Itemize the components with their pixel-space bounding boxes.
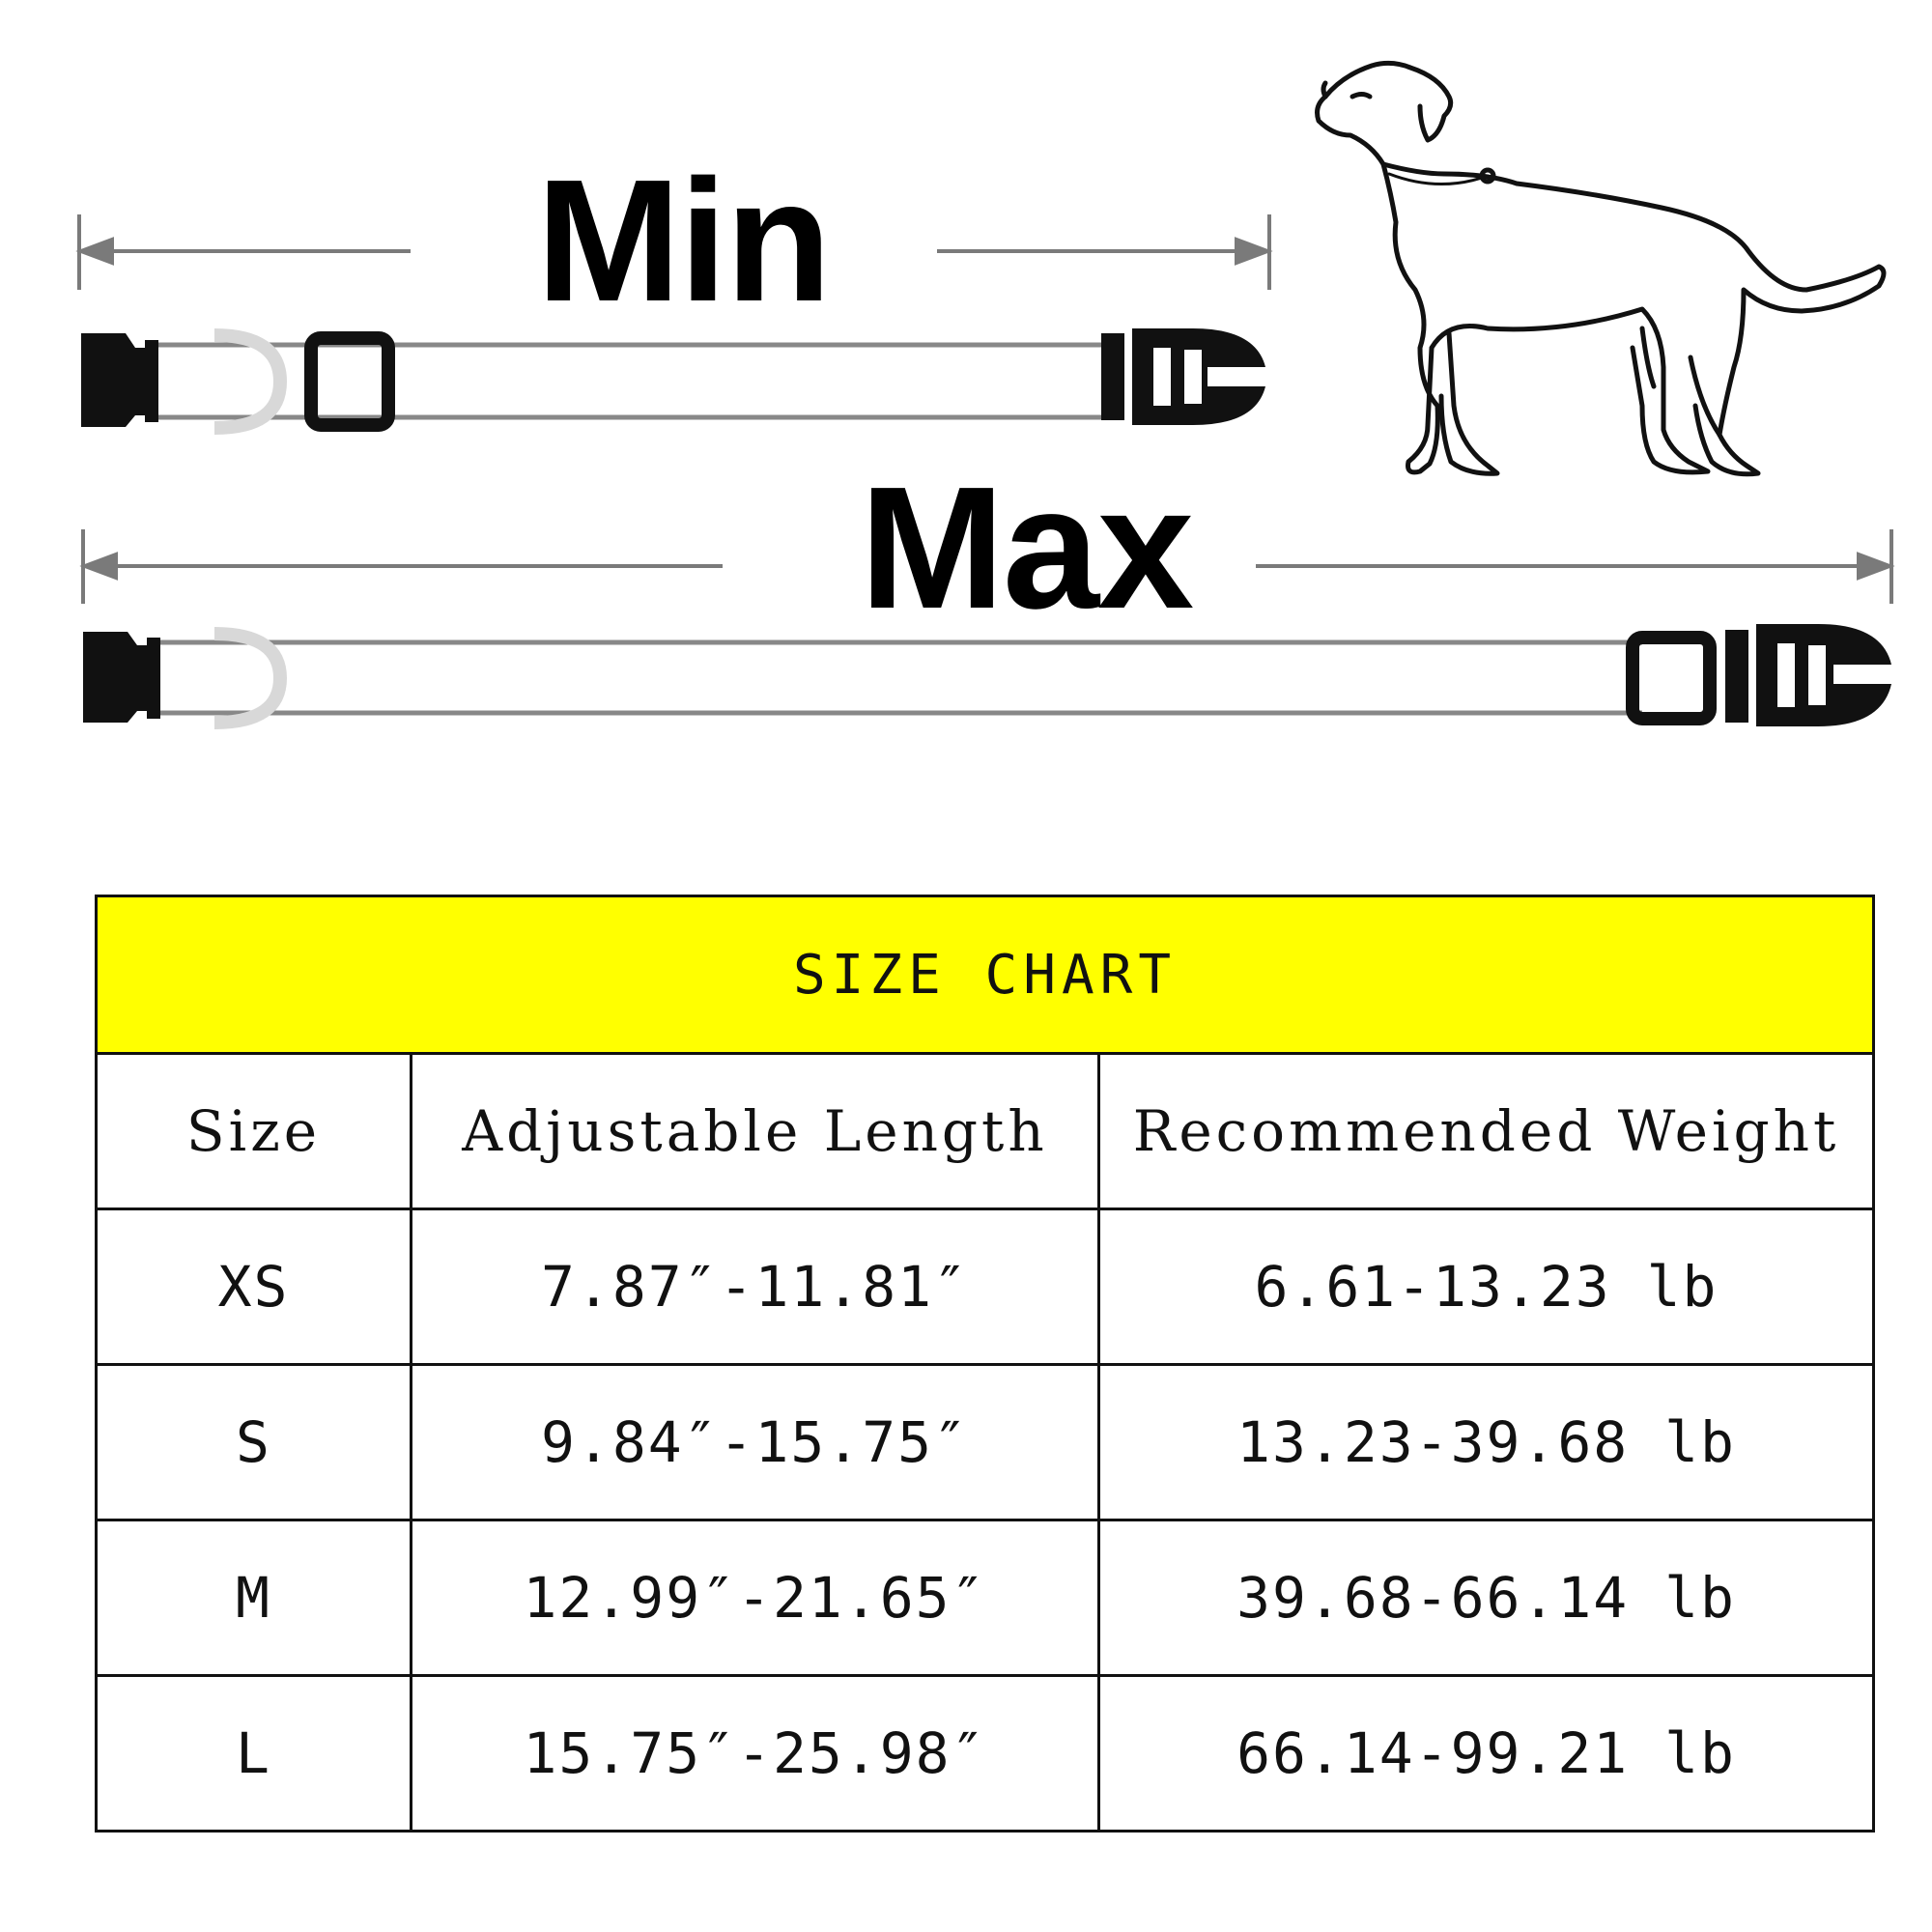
table-title: SIZE CHART: [97, 896, 1874, 1054]
length-cell: 9.84″-15.75″: [412, 1365, 1099, 1520]
table-row: [97, 1365, 1874, 1520]
max-label: Max: [860, 451, 1193, 645]
length-cell: 12.99″-21.65″: [412, 1520, 1099, 1676]
size-cell: M: [97, 1520, 412, 1676]
arrow-right-icon: [1236, 240, 1267, 263]
arrow-right-icon: [1859, 554, 1889, 578]
size-cell: S: [97, 1365, 412, 1520]
size-cell: XS: [97, 1209, 412, 1365]
weight-cell: 39.68-66.14 lb: [1099, 1520, 1874, 1676]
header-row: [97, 1054, 1874, 1209]
collar-diagram: [0, 0, 1932, 773]
weight-cell: 6.61-13.23 lb: [1099, 1209, 1874, 1365]
weight-cell: 13.23-39.68 lb: [1099, 1365, 1874, 1520]
table-row: [97, 1209, 1874, 1365]
header-recommended-weight: Recommended Weight: [1099, 1054, 1874, 1209]
length-cell: 15.75″-25.98″: [412, 1676, 1099, 1832]
table-row: [97, 1520, 1874, 1676]
title-row: [97, 896, 1874, 1054]
arrow-left-icon: [81, 240, 112, 263]
min-label: Min: [536, 144, 830, 338]
table-row: [97, 1676, 1874, 1832]
weight-cell: 66.14-99.21 lb: [1099, 1676, 1874, 1832]
length-cell: 7.87″-11.81″: [412, 1209, 1099, 1365]
header-adjustable-length: Adjustable Length: [412, 1054, 1099, 1209]
size-cell: L: [97, 1676, 412, 1832]
header-size: Size: [97, 1054, 412, 1209]
size-chart-table: [95, 895, 1875, 1833]
collar-illustration: [0, 0, 1932, 773]
collar-min-icon: [81, 328, 1265, 428]
arrow-left-icon: [85, 554, 116, 578]
dog-icon: [1318, 63, 1884, 473]
